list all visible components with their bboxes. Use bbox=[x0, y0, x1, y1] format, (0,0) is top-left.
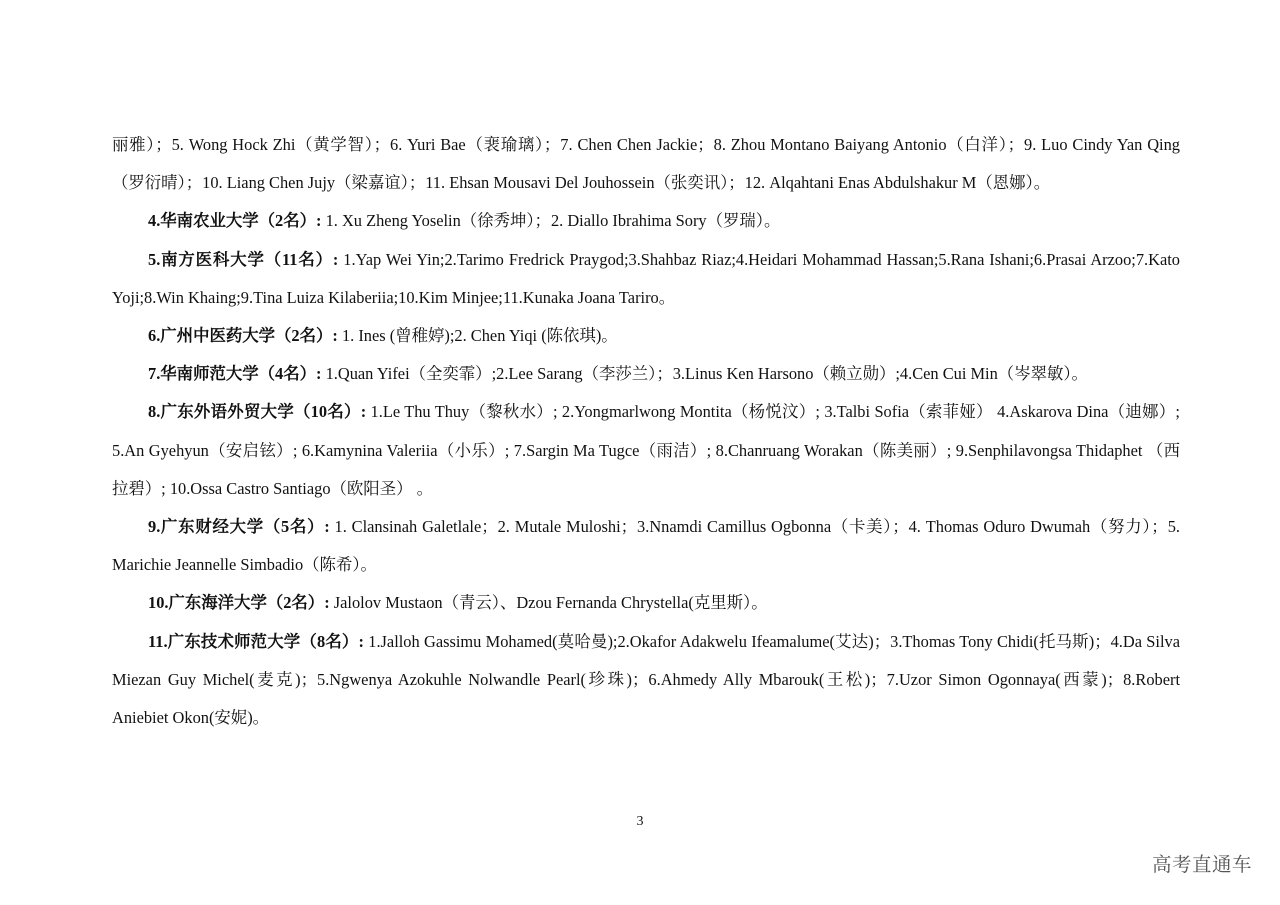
paragraph-heading: 8.广东外语外贸大学（10名）: bbox=[148, 402, 367, 422]
paragraph-text: 丽雅）；5. Wong Hock Zhi（黄学智）；6. Yuri Bae（裵瑜璃）；7. Chen Chen Jackie；8. Zhou Montano Baiyang Antonio（白洋）；9. Luo Cindy Yan Qing（罗衍晴）；10. Liang Chen Jujy（梁嘉谊）；11. Ehsan Mousavi Del Jouhossein（张奕讯）；12. Alqahtani Enas Abdulshakur M（恩娜）。 bbox=[112, 135, 1180, 193]
paragraph-gzucm bbox=[112, 317, 1180, 355]
paragraph-text: 1. Clansinah Galetlale；2. Mutale Muloshi；3.Nnamdi Camillus Ogbonna（卡美）；4. Thomas Oduro Dwumah（努力）；5. Marichie Jeannelle Simbadio（陈希）。 bbox=[112, 517, 1180, 575]
paragraph-gdou bbox=[112, 584, 1180, 622]
paragraph-heading: 4.华南农业大学（2名）: bbox=[148, 211, 322, 231]
paragraph-gdufe bbox=[112, 508, 1180, 584]
paragraph-heading: 5.南方医科大学（11名）: bbox=[148, 249, 339, 269]
paragraph-text: 1.Le Thu Thuy（黎秋水）; 2.Yongmarlwong Montita（杨悦汶）; 3.Talbi Sofia（索菲娅） 4.Askarova Dina（迪娜）; 5.An Gyehyun（安启铉）; 6.Kamynina Valeriia（小乐）; 7.Sargin Ma Tugce（雨洁）; 8.Chanruang Worakan（陈美丽）; 9.Senphilavongsa Thidaphet （西拉碧）; 10.Ossa Castro Santiago（欧阳圣） 。 bbox=[112, 402, 1181, 498]
document-body bbox=[112, 126, 1180, 737]
paragraph-text: 1.Yap Wei Yin;2.Tarimo Fredrick Praygod;3.Shahbaz Riaz;4.Heidari Mohammad Hassan;5.Rana Ishani;6.Prasai Arzoo;7.Kato Yoji;8.Win Khaing;9.Tina Luiza Kilaberiia;10.Kim Minjee;11.Kunaka Joana Tariro。 bbox=[112, 249, 1180, 307]
paragraph-heading: 10.广东海洋大学（2名）: bbox=[148, 593, 330, 613]
paragraph-heading: 7.华南师范大学（4名）: bbox=[148, 364, 322, 384]
paragraph-heading: 9.广东财经大学（5名）: bbox=[148, 517, 330, 537]
page-number: 3 bbox=[636, 814, 644, 829]
paragraph-heading: 11.广东技术师范大学（8名）: bbox=[148, 631, 364, 651]
paragraph-heading: 6.广州中医药大学（2名）: bbox=[148, 326, 338, 346]
paragraph-text: Jalolov Mustaon（青云）、Dzou Fernanda Chrystella(克里斯）。 bbox=[329, 593, 768, 613]
watermark: 高考直通车 bbox=[1151, 853, 1252, 876]
paragraph-gdufs bbox=[112, 393, 1180, 508]
paragraph-text: 1.Jalloh Gassimu Mohamed(莫哈曼);2.Okafor Adakwelu Ifeamalume(艾达)；3.Thomas Tony Chidi(托马斯)；4.Da Silva Miezan Guy Michel(麦克)；5.Ngwenya Azokuhle Nolwandle Pearl(珍珠)；6.Ahmedy Ally Mbarouk(王松)；7.Uzor Simon Ogonnaya(西蒙)；8.Robert Aniebiet Okon(安妮)。 bbox=[112, 631, 1180, 728]
paragraph-continuation bbox=[112, 126, 1180, 202]
paragraph-text: 1. Xu Zheng Yoselin（徐秀坤）；2. Diallo Ibrahima Sory（罗瑞）。 bbox=[321, 211, 781, 231]
paragraph-text: 1. Ines (曾稚婷);2. Chen Yiqi (陈依琪)。 bbox=[337, 326, 618, 346]
paragraph-scau bbox=[112, 202, 1180, 240]
paragraph-scnu bbox=[112, 355, 1180, 393]
paragraph-smu bbox=[112, 241, 1180, 317]
paragraph-text: 1.Quan Yifei（全奕霏）;2.Lee Sarang（李莎兰）；3.Linus Ken Harsono（赖立勋）;4.Cen Cui Min（岑翠敏）。 bbox=[321, 364, 1088, 384]
paragraph-gpnu bbox=[112, 623, 1180, 738]
